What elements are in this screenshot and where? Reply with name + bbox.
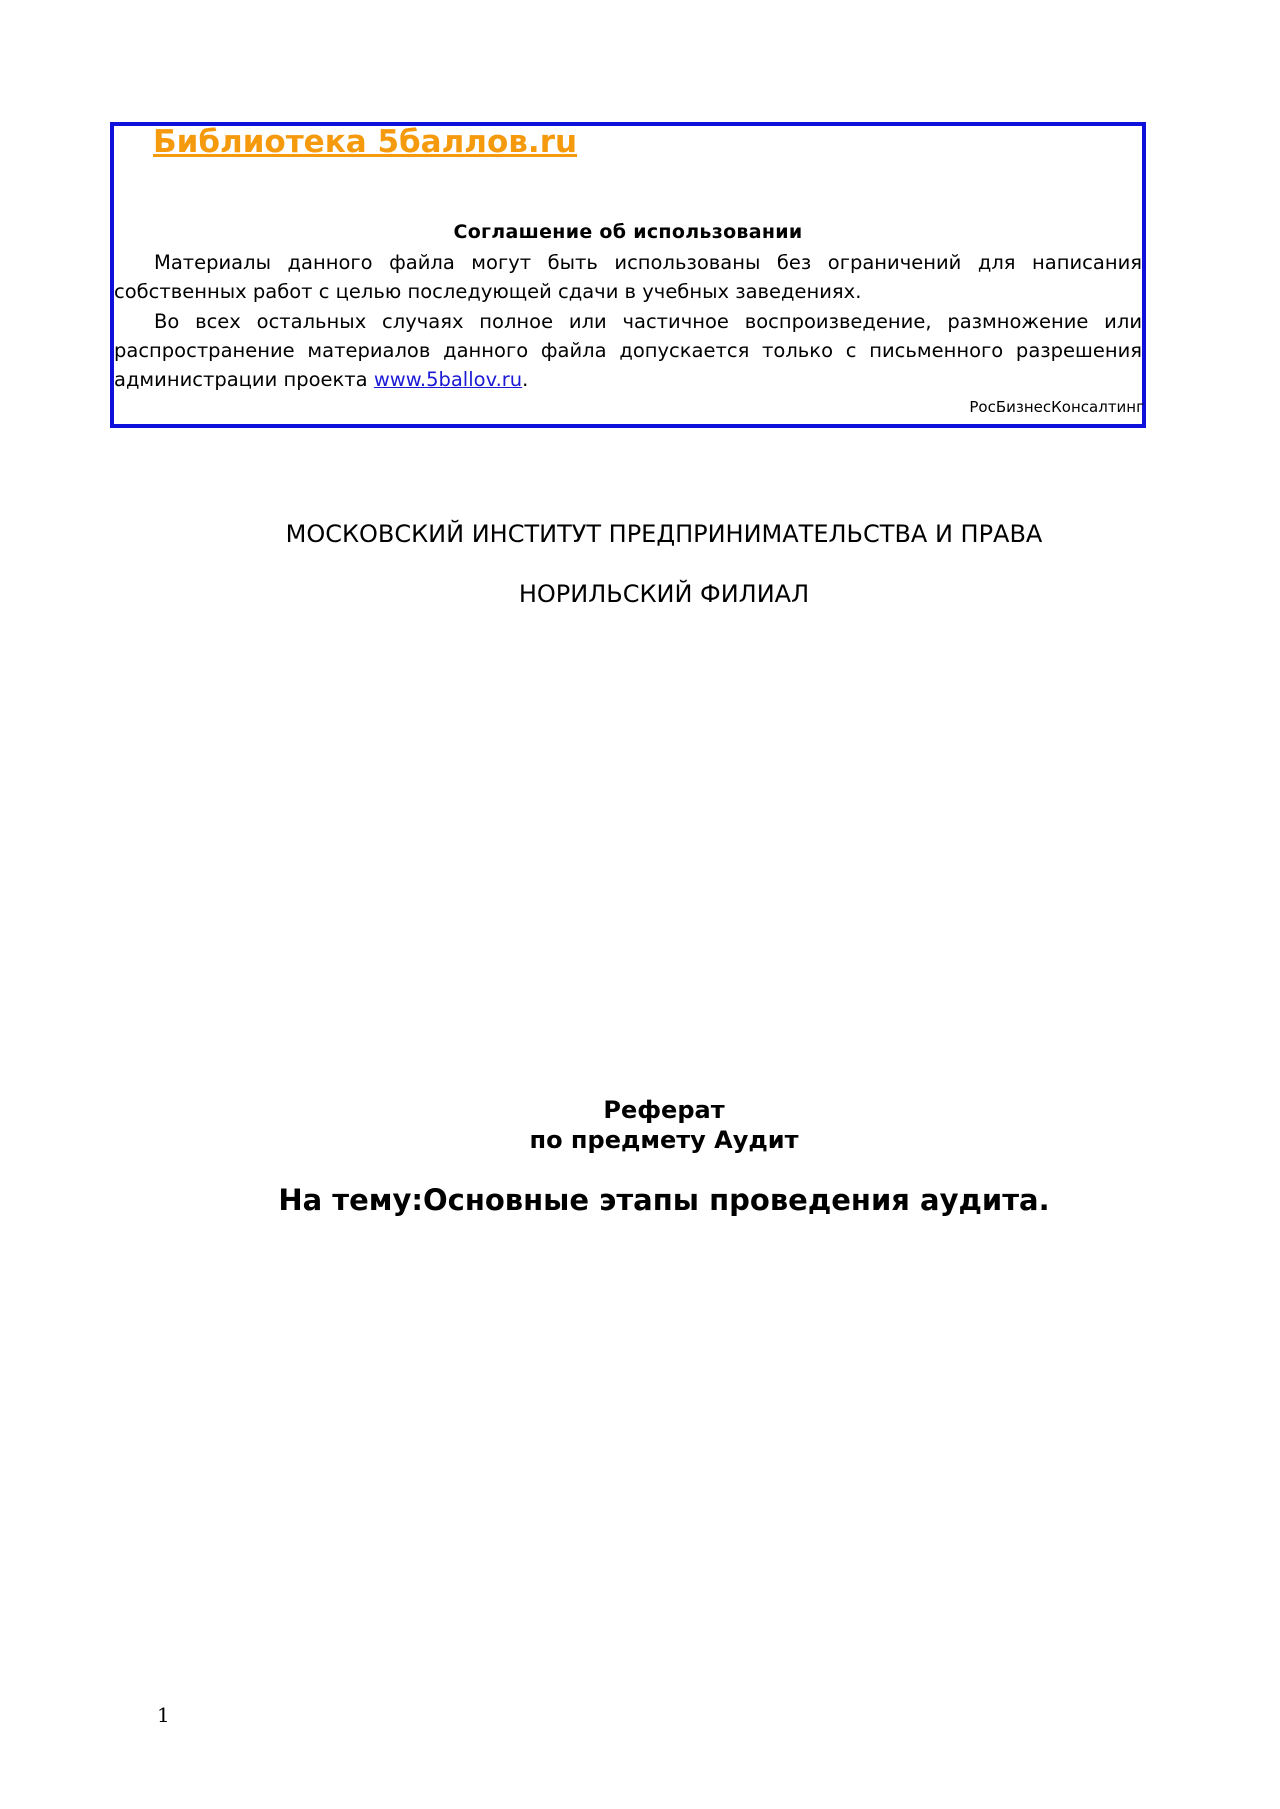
- document-type: [0, 1095, 1280, 1155]
- document-type-line-1: Реферат: [603, 1096, 725, 1124]
- agreement-paragraph-2: [114, 307, 1142, 394]
- library-link[interactable]: Библиотека 5баллов.ru: [153, 124, 578, 160]
- institute-name: МОСКОВСКИЙ ИНСТИТУТ ПРЕДПРИНИМАТЕЛЬСТВА И ПРАВА: [285, 520, 1043, 548]
- page-number: 1: [157, 1703, 170, 1727]
- document-topic: На тему:Основные этапы проведения аудита.: [278, 1183, 1050, 1217]
- site-link[interactable]: www.5ballov.ru: [373, 368, 523, 391]
- agreement-paragraph-2-text: Во всех остальных случаях полное или частичное воспроизведение, размножение или распространение материалов данного файла допускается только с письменного разрешения администрации проекта: [114, 310, 1142, 391]
- agreement-title: Соглашение об использовании: [453, 221, 803, 243]
- document-type-line-2: по предмету Аудит: [529, 1126, 799, 1154]
- company-name: РосБизнесКонсалтинг: [969, 398, 1144, 416]
- agreement-paragraph-2-end: .: [522, 368, 529, 391]
- agreement-paragraph-1: Материалы данного файла могут быть использованы без ограничений для написания собственных работ с целью последующей сдачи в учебных заведениях.: [114, 251, 1142, 303]
- branch-name: НОРИЛЬСКИЙ ФИЛИАЛ: [518, 580, 810, 608]
